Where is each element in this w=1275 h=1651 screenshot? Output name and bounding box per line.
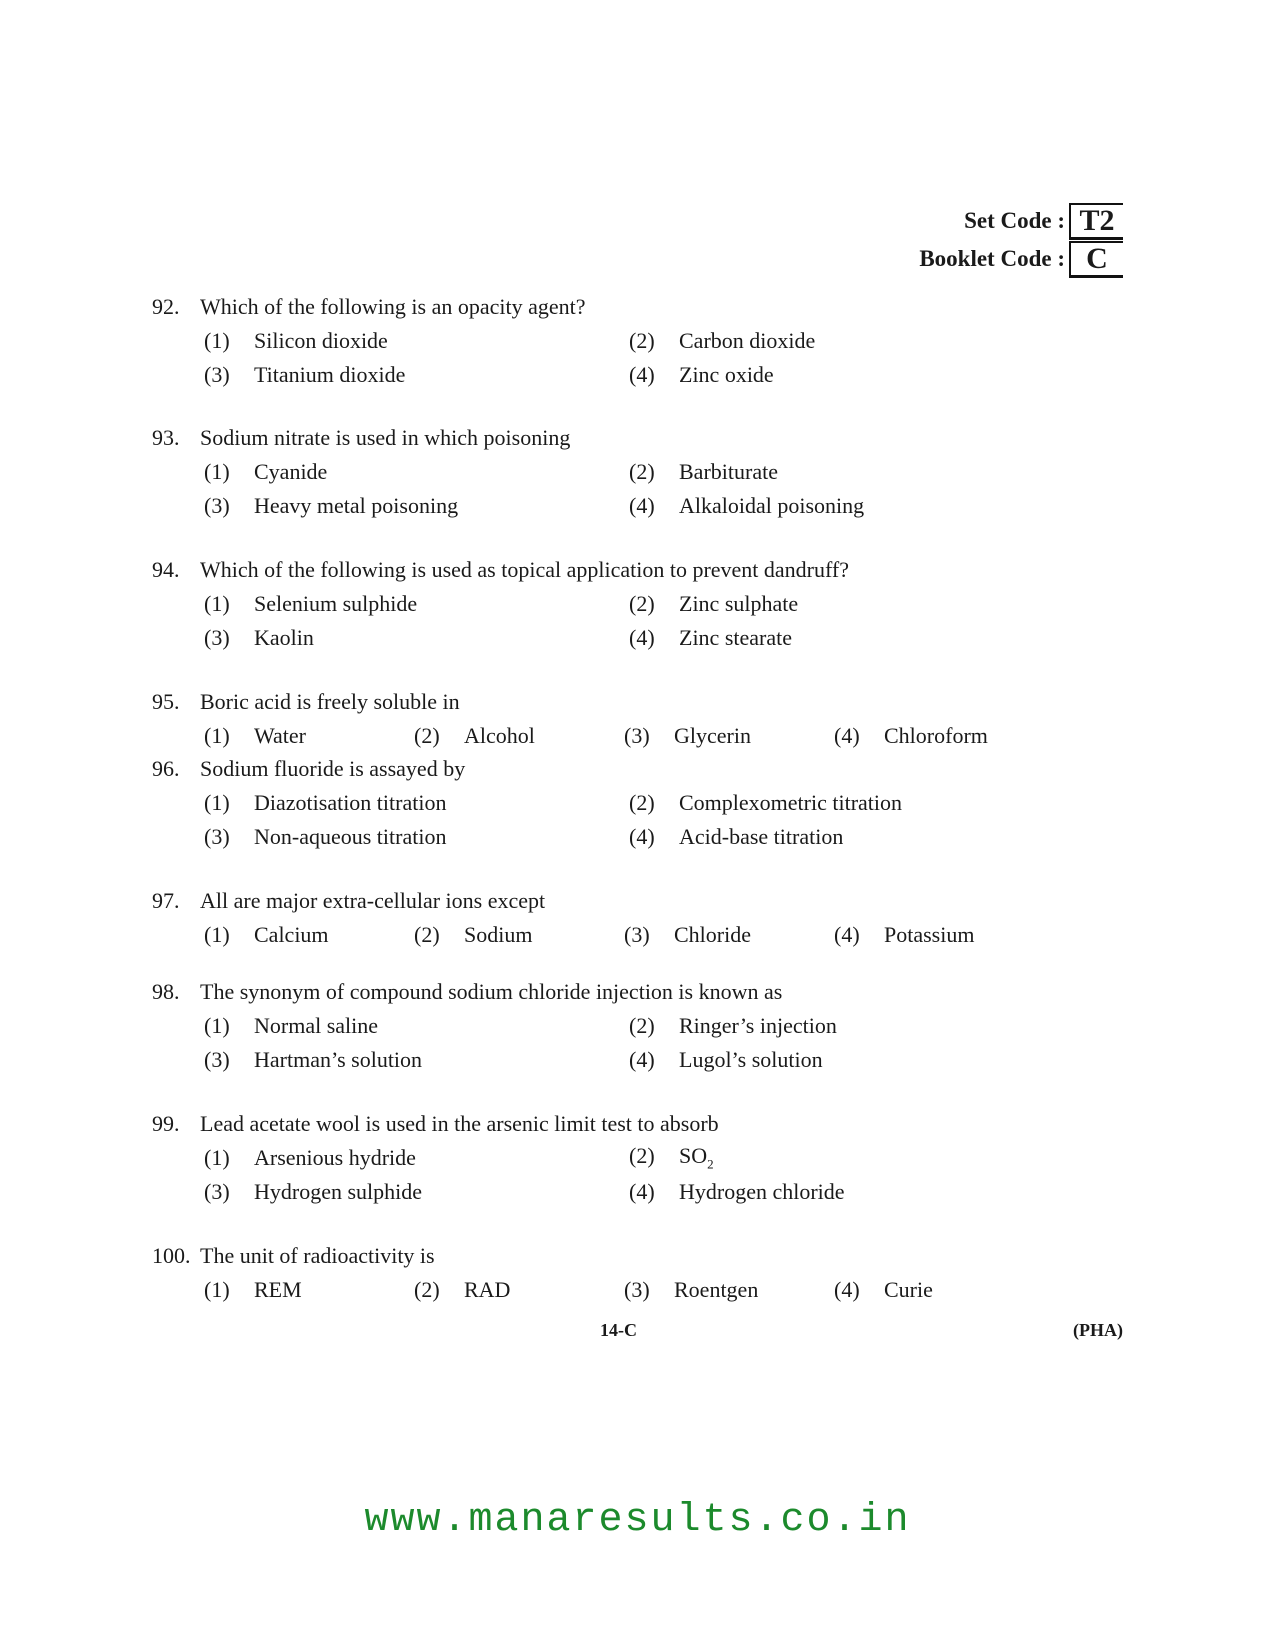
question-95 xyxy=(152,685,1112,753)
website-watermark: www.manaresults.co.in xyxy=(364,1498,911,1543)
question-number: 93. xyxy=(152,425,180,450)
question-number: 92. xyxy=(152,294,180,319)
question-number: 95. xyxy=(152,689,180,714)
option-4: (4) Zinc oxide xyxy=(629,362,774,387)
question-text: Boric acid is freely soluble in xyxy=(200,689,460,714)
option-2: (2) Ringer’s injection xyxy=(629,1013,837,1038)
question-text: All are major extra-cellular ions except xyxy=(200,888,546,913)
booklet-code-label: Booklet Code : xyxy=(919,246,1065,271)
question-number: 99. xyxy=(152,1111,180,1136)
option-1: (1) REM xyxy=(204,1277,302,1302)
option-4: (4) Curie xyxy=(834,1277,933,1302)
option-2: (2) Sodium xyxy=(414,922,533,947)
question-98 xyxy=(152,975,1112,1077)
option-3: (3) Non-aqueous titration xyxy=(204,824,447,849)
booklet-code-row xyxy=(919,240,1123,278)
question-text: Which of the following is an opacity agent? xyxy=(200,294,586,319)
question-text: The synonym of compound sodium chloride injection is known as xyxy=(200,979,783,1004)
option-3: (3) Heavy metal poisoning xyxy=(204,493,459,518)
option-2: (2) $SO_2$ xyxy=(629,1143,714,1172)
option-4: (4) Zinc stearate xyxy=(629,625,792,650)
question-99 xyxy=(152,1107,1112,1209)
question-96 xyxy=(152,752,1112,854)
question-93 xyxy=(152,421,1112,523)
option-1: (1) Arsenious hydride xyxy=(204,1145,416,1170)
question-number: 98. xyxy=(152,979,180,1004)
option-4: (4) Chloroform xyxy=(834,723,988,748)
option-2: (2) Barbiturate xyxy=(629,459,778,484)
question-text: Lead acetate wool is used in the arsenic limit test to absorb xyxy=(200,1111,719,1136)
option-2: (2) Complexometric titration xyxy=(629,790,903,815)
option-4: (4) Acid-base titration xyxy=(629,824,844,849)
option-2: (2) RAD xyxy=(414,1277,511,1302)
set-code-row xyxy=(919,202,1123,240)
option-3: (3) Hartman’s solution xyxy=(204,1047,423,1072)
question-text: The unit of radioactivity is xyxy=(200,1243,435,1268)
question-text: Sodium fluoride is assayed by xyxy=(200,756,466,781)
option-2: (2) Carbon dioxide xyxy=(629,328,816,353)
question-number: 96. xyxy=(152,756,180,781)
option-1: (1) Calcium xyxy=(204,922,329,947)
option-4: (4) Alkaloidal poisoning xyxy=(629,493,865,518)
so2-subscript: 2 xyxy=(707,1156,714,1172)
option-4: (4) Lugol’s solution xyxy=(629,1047,823,1072)
question-number: 100. xyxy=(152,1243,191,1268)
question-text: Which of the following is used as topical application to prevent dandruff? xyxy=(200,557,850,582)
option-2: (2) Zinc sulphate xyxy=(629,591,799,616)
question-number: 97. xyxy=(152,888,180,913)
code-block xyxy=(919,202,1123,278)
option-3: (3) Chloride xyxy=(624,922,751,947)
option-3: (3) Kaolin xyxy=(204,625,314,650)
option-3: (3) Roentgen xyxy=(624,1277,759,1302)
option-4: (4) Potassium xyxy=(834,922,975,947)
option-3: (3) Titanium dioxide xyxy=(204,362,406,387)
question-100 xyxy=(152,1239,1112,1307)
option-1: (1) Selenium sulphide xyxy=(204,591,418,616)
option-1: (1) Silicon dioxide xyxy=(204,328,388,353)
question-94 xyxy=(152,553,1112,655)
question-92 xyxy=(152,290,1112,392)
question-97 xyxy=(152,884,1112,952)
option-1: (1) Normal saline xyxy=(204,1013,379,1038)
set-code-label: Set Code : xyxy=(964,208,1065,233)
option-3: (3) Glycerin xyxy=(624,723,751,748)
question-number: 94. xyxy=(152,557,180,582)
page-number: 14-C xyxy=(600,1320,637,1340)
option-4: (4) Hydrogen chloride xyxy=(629,1179,845,1204)
set-code-value: T2 xyxy=(1069,203,1123,240)
subject-code: (PHA) xyxy=(1073,1320,1123,1340)
option-3: (3) Hydrogen sulphide xyxy=(204,1179,423,1204)
option-1: (1) Water xyxy=(204,723,306,748)
question-text: Sodium nitrate is used in which poisoning xyxy=(200,425,571,450)
booklet-code-value: C xyxy=(1069,241,1123,278)
option-1: (1) Diazotisation titration xyxy=(204,790,447,815)
option-1: (1) Cyanide xyxy=(204,459,328,484)
option-2: (2) Alcohol xyxy=(414,723,535,748)
